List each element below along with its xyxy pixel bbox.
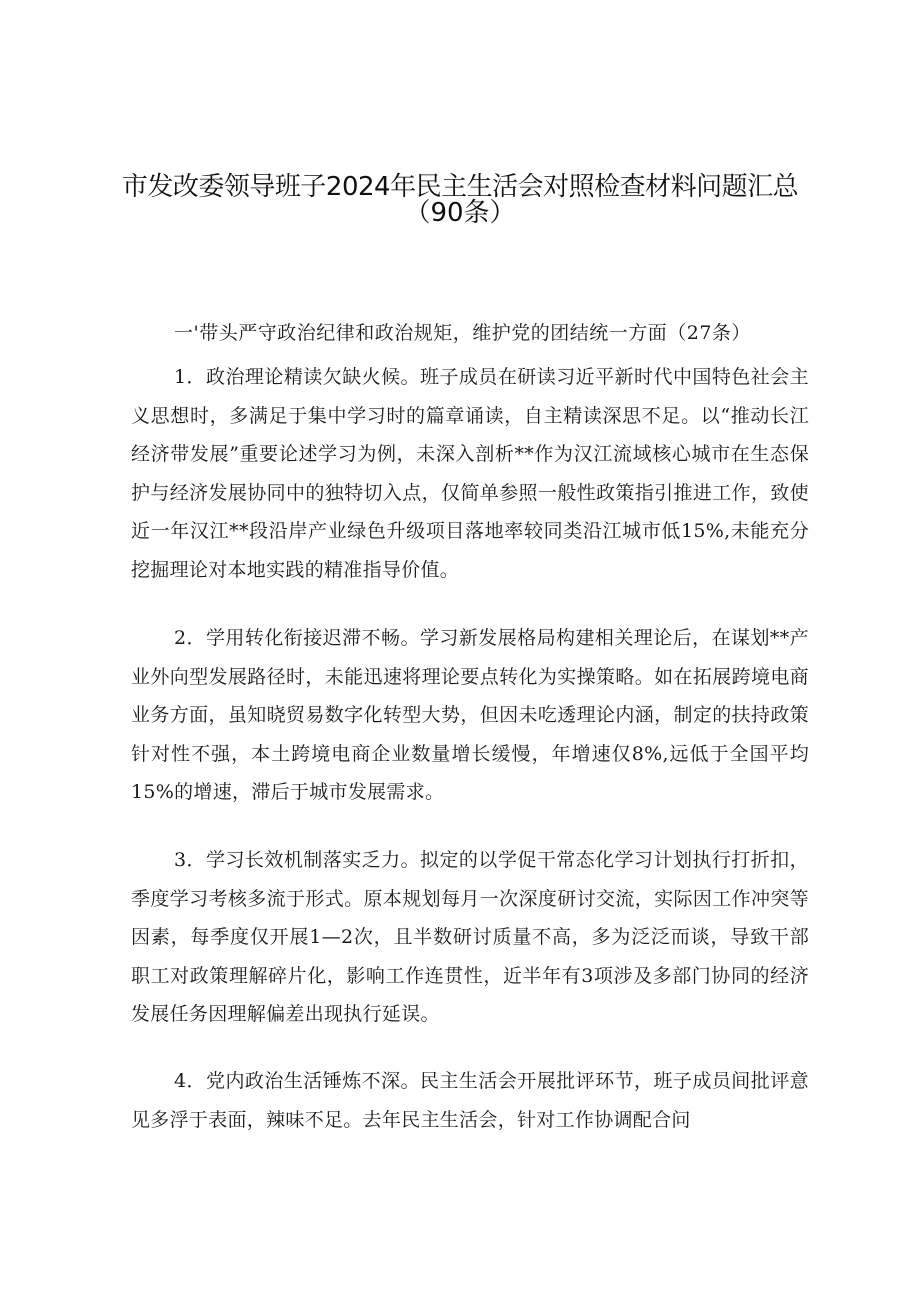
list-item [131,619,809,812]
item-text: 学用转化衔接迟滞不畅。学习新发展格局构建相关理论后，在谋划**产业外向型发展路径时，未能迅速将理论要点转化为实操策略。如在拓展跨境电商业务方面，虽知晓贸易数字化转型大势，但因未吃透理论内涵，制定的扶持政策针对性不强，本土跨境电商企业数量增长缓慢，年增速仅8%,远低于全国平均15%的增速，滞后于城市发展需求。 [131,627,809,803]
item-number: 1． [174,366,206,388]
item-number: 3． [174,849,206,871]
list-item [131,841,809,1034]
item-number: 2． [174,627,206,649]
document-title-count: （90条） [404,198,516,228]
item-text: 政治理论精读欠缺火候。班子成员在研读习近平新时代中国特色社会主义思想时，多满足于集中学习时的篇章诵读，自主精读深思不足。以“推动长江经济带发展”重要论述学习为例，未深入剖析**作为汉江流域核心城市在生态保护与经济发展协同中的独特切入点，仅简单参照一般性政策指引推进工作，致使近一年汉江**段沿岸产业绿色升级项目落地率较同类沿江城市低15%,未能充分挖掘理论对本地实践的精准指导价值。 [131,366,809,581]
section-heading: 一'带头严守政治纪律和政治规矩，维护党的团结统一方面（27条） [174,322,751,344]
item-text: 党内政治生活锤炼不深。民主生活会开展批评环节，班子成员间批评意见多浮于表面，辣味不足。去年民主生活会，针对工作协调配合问 [131,1070,809,1131]
list-item [131,358,809,589]
item-text: 学习长效机制落实乏力。拟定的以学促干常态化学习计划执行打折扣，季度学习考核多流于形式。原本规划每月一次深度研讨交流，实际因工作冲突等因素，每季度仅开展1—2次，且半数研讨质量不高，多为泛泛而谈，导致干部职工对政策理解碎片化，影响工作连贯性，近半年有3项涉及多部门协同的经济发展任务因理解偏差出现执行延误。 [131,849,809,1025]
item-number: 4． [174,1070,206,1092]
list-item [131,1062,809,1139]
document-title: 市发改委领导班子2024年民主生活会对照检查材料问题汇总 [121,172,799,202]
